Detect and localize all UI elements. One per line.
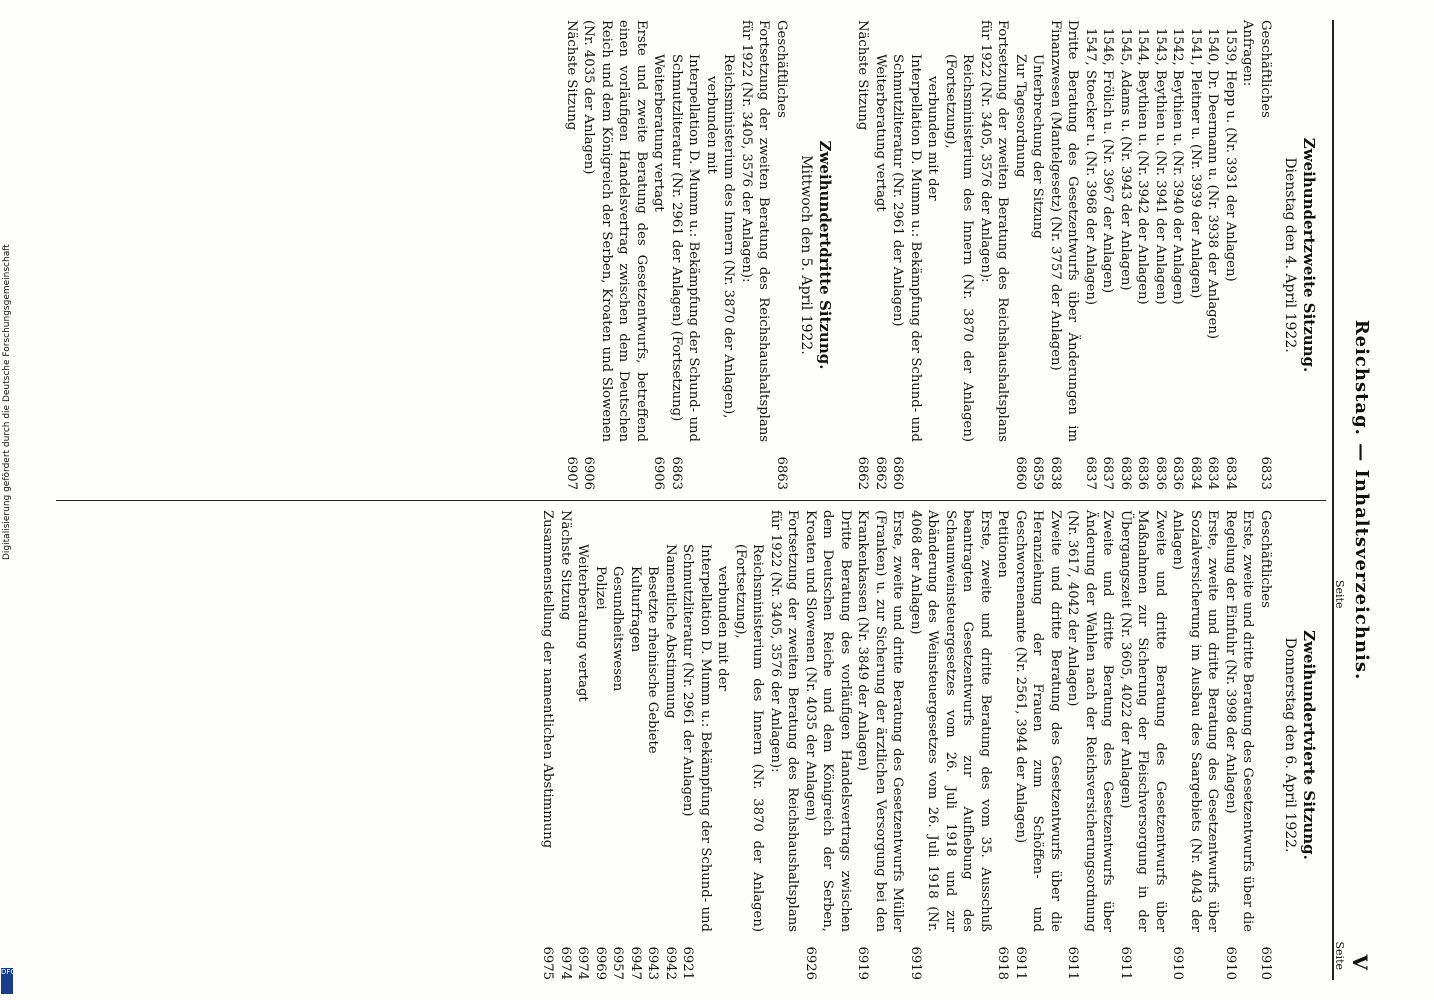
toc-entry-text: Nächste Sitzung bbox=[564, 20, 579, 131]
toc-entry bbox=[563, 20, 581, 490]
toc-entry bbox=[767, 510, 802, 980]
toc-entry-text: Zweite und dritte Beratung des Gesetzentwurfs über die Heranziehung der Frauen zum Schöffen- und Geschworenenamte (Nr. 2561, 3944 der Anlagen) bbox=[1013, 510, 1063, 932]
page-number: V bbox=[1348, 954, 1372, 970]
toc-entry-text: Zweite und dritte Beratung des Gesetzentwurfs über Änderung der Wahlen nach der Reichsversicherungsordnung (Nr. 3617, 4042 der Anlagen) bbox=[1065, 510, 1116, 932]
toc-entry-text: Weiterberatung vertagt bbox=[651, 54, 667, 212]
toc-entry-text: Geschäftliches bbox=[1258, 20, 1273, 118]
session-title: Zweihundertzweite Sitzung. bbox=[1300, 137, 1318, 373]
toc-entry bbox=[679, 510, 714, 980]
toc-entry bbox=[1222, 20, 1240, 490]
toc-entry-text: 1546, Frölich u. (Nr. 3967 der Anlagen) bbox=[1100, 28, 1116, 294]
toc-entry-page: 6862 bbox=[855, 456, 871, 490]
toc-entry-page: 6974 bbox=[575, 946, 591, 980]
toc-entry bbox=[714, 510, 732, 980]
toc-entry-page: 6942 bbox=[663, 946, 678, 980]
toc-entry-page: 6910 bbox=[1258, 946, 1273, 980]
toc-entry bbox=[1204, 20, 1222, 490]
toc-entry bbox=[889, 20, 924, 490]
toc-entry-text: 1544, Beythien u. (Nr. 3942 der Anlagen) bbox=[1135, 28, 1151, 305]
toc-entry bbox=[1169, 20, 1187, 490]
toc-entry bbox=[627, 510, 645, 980]
toc-entry-text: Geschäftliches bbox=[1258, 510, 1273, 608]
toc-entry-text: Namentliche Abstimmung bbox=[663, 544, 678, 719]
toc-entry-page: 6943 bbox=[645, 946, 661, 980]
toc-entry bbox=[1064, 510, 1117, 980]
toc-entry bbox=[662, 510, 680, 980]
toc-entry-text: Zweite und dritte Beratung des Gesetzentwurfs über Maßnahmen zur Sicherung der Fleischversorgung in der Übergangszeit (Nr. 3605, 4022 der Anlagen) bbox=[1118, 510, 1168, 932]
toc-entry-text: Interpellation D. Mumm u.: Bekämpfung der Schund- und Schmutzliteratur (Nr. 2961 der Anlagen) (Fortsetzung) bbox=[669, 54, 702, 442]
page-header bbox=[1333, 20, 1376, 980]
header-title: Reichstag. — Inhaltsverzeichnis. bbox=[1351, 319, 1372, 681]
toc-entry bbox=[1187, 20, 1205, 490]
toc-entry bbox=[592, 510, 610, 980]
toc-entry-text: verbunden mit der bbox=[715, 566, 731, 691]
toc-entry-text: 1543, Beythien u. (Nr. 3941 der Anlagen) bbox=[1153, 28, 1168, 305]
column-separator bbox=[56, 500, 1326, 501]
toc-entry-text: Gesundheitswesen bbox=[610, 566, 626, 692]
toc-entry-page: 6907 bbox=[564, 456, 579, 490]
toc-entry bbox=[1012, 20, 1030, 490]
toc-entry-text: Reichsministerium des Innern (Nr. 3870 der Anlagen), bbox=[721, 54, 737, 419]
toc-entry-page: 6863 bbox=[669, 456, 684, 490]
toc-entry-page: 6837 bbox=[1083, 456, 1098, 490]
toc-entry-text: 1540, Dr. Deermann u. (Nr. 3938 der Anlagen) bbox=[1205, 28, 1221, 340]
toc-entry-page: 6860 bbox=[890, 456, 906, 490]
toc-entry-text: Fortsetzung der zweiten Beratung des Reichshaushaltsplans für 1922 (Nr. 3405, 3576 der Anlagen): bbox=[978, 20, 1011, 442]
toc-entry-text: 1542, Beythien u. (Nr. 3940 der Anlagen) bbox=[1170, 28, 1186, 305]
toc-entry bbox=[854, 510, 907, 980]
toc-entry-page: 6838 bbox=[1048, 456, 1063, 490]
toc-entry-page: 6974 bbox=[558, 946, 573, 980]
toc-entry-page: 6919 bbox=[855, 946, 871, 980]
toc-entry-text: Interpellation D. Mumm u.: Bekämpfung der Schund- und Schmutzliteratur (Nr. 2961 der Anlagen) bbox=[890, 54, 923, 442]
toc-entry-page: 6836 bbox=[1170, 456, 1186, 490]
toc-entry-text: Petitionen bbox=[995, 510, 1011, 578]
toc-entry-text: Erste, zweite und dritte Beratung des Gesetzentwurfs über die Regelung der Einfuhr (Nr. 3998 der Anlagen) bbox=[1223, 510, 1256, 932]
toc-entry-text: Unterbrechung der Sitzung bbox=[1030, 54, 1046, 239]
toc-entry bbox=[574, 510, 592, 980]
toc-entry-text: Dritte Beratung des vorläufigen Handelsvertrags zwischen dem Deutschen Reiche und dem Königreich der Serben, Kroaten und Slowenen (Nr. 4035 der Anlagen) bbox=[803, 510, 853, 932]
toc-entry-page: 6969 bbox=[593, 946, 608, 980]
toc-entry-page: 6947 bbox=[628, 946, 643, 980]
toc-entry bbox=[872, 20, 890, 490]
toc-entry-page: 6860 bbox=[1013, 456, 1028, 490]
session-title: Zweihundertvierte Sitzung. bbox=[1300, 630, 1318, 860]
toc-entry-page: 6911 bbox=[1065, 946, 1081, 980]
toc-entry-text: Kulturfragen bbox=[628, 566, 643, 653]
toc-entry bbox=[703, 20, 721, 490]
session-date: Mittwoch den 5. April 1922. bbox=[798, 155, 814, 355]
toc-entry bbox=[650, 20, 668, 490]
session-title: Zweihundertdritte Sitzung. bbox=[816, 140, 834, 370]
toc-entry-page: 6836 bbox=[1118, 456, 1133, 490]
toc-entry bbox=[802, 510, 855, 980]
toc-entry-page: 6910 bbox=[1223, 946, 1238, 980]
toc-entry-text: Zusammenstellung der namentlichen Abstimmung bbox=[540, 510, 556, 849]
toc-entry-page: 6975 bbox=[540, 946, 556, 980]
rotated-page-content bbox=[52, 20, 1382, 980]
toc-entry bbox=[1257, 20, 1275, 490]
toc-entry-text: Dritte Beratung des Gesetzentwurfs über Änderungen im Finanzwesen (Mantelgesetz) (Nr. 3757 der Anlagen) bbox=[1048, 20, 1081, 442]
toc-entry bbox=[1099, 20, 1117, 490]
toc-entry-page: 6911 bbox=[1118, 946, 1133, 980]
toc-entry-page: 6957 bbox=[610, 946, 626, 980]
toc-entry bbox=[1222, 510, 1257, 980]
toc-entry-page: 6910 bbox=[1170, 946, 1186, 980]
toc-entry-text: Nächste Sitzung bbox=[558, 510, 573, 621]
toc-entry bbox=[738, 20, 773, 490]
toc-entry-page: 6834 bbox=[1188, 456, 1203, 490]
toc-entry bbox=[1257, 510, 1275, 980]
toc-entry bbox=[907, 510, 995, 980]
digitization-note-text: Digitalisierung gefördert durch die Deutsche Forschungsgemeinschaft bbox=[2, 244, 12, 560]
toc-entry bbox=[1012, 510, 1065, 980]
seite-label-left: Seite bbox=[1333, 580, 1346, 609]
toc-entry bbox=[644, 510, 662, 980]
right-column bbox=[539, 510, 1326, 980]
toc-entry-page: 6859 bbox=[1030, 456, 1046, 490]
toc-entry-text: Besetzte rheinische Gebiete bbox=[645, 566, 661, 754]
toc-entry-text: Fortsetzung der zweiten Beratung des Reichshaushaltsplans für 1922 (Nr. 3405, 3576 der Anlagen): bbox=[768, 510, 801, 932]
toc-entry-text: 1545, Adams u. (Nr. 3943 der Anlagen) bbox=[1118, 28, 1133, 291]
toc-entry-page: 6833 bbox=[1258, 456, 1273, 490]
toc-entry-text: Zur Tagesordnung bbox=[1013, 54, 1028, 178]
toc-entry bbox=[1169, 510, 1222, 980]
header-rule bbox=[1332, 20, 1334, 980]
toc-entry-text: 1541, Pleitner u. (Nr. 3939 der Anlagen) bbox=[1188, 28, 1203, 299]
toc-entry bbox=[994, 510, 1012, 980]
toc-entry bbox=[539, 510, 557, 980]
toc-entry-text: Reichsministerium des Innern (Nr. 3870 der Anlagen) (Fortsetzung), bbox=[943, 54, 976, 442]
toc-entry-page: 6918 bbox=[995, 946, 1011, 980]
toc-entry-page: 6836 bbox=[1153, 456, 1168, 490]
toc-entry bbox=[609, 510, 627, 980]
toc-entry-text: Geschäftliches bbox=[774, 20, 789, 118]
digitization-note bbox=[0, 0, 14, 1000]
toc-entry-page: 6863 bbox=[774, 456, 789, 490]
toc-entry bbox=[732, 510, 767, 980]
toc-entry-text: 1547, Stoecker u. (Nr. 3968 der Anlagen) bbox=[1083, 28, 1098, 305]
toc-entry-page: 6911 bbox=[1013, 946, 1028, 980]
toc-entry bbox=[1047, 20, 1082, 490]
toc-entry bbox=[942, 20, 977, 490]
toc-entry-page: 6836 bbox=[1135, 456, 1151, 490]
toc-entry bbox=[1239, 20, 1257, 490]
toc-entry-text: Polizei bbox=[593, 566, 608, 610]
left-column bbox=[563, 20, 1327, 490]
toc-entry-page: 6834 bbox=[1205, 456, 1221, 490]
toc-entry-text: Fortsetzung der zweiten Beratung des Reichshaushaltsplans für 1922 (Nr. 3405, 3576 der Anlagen): bbox=[739, 20, 772, 442]
toc-entry-text: verbunden mit bbox=[704, 76, 719, 174]
seite-label-right: Seite bbox=[1333, 941, 1346, 970]
toc-entry bbox=[580, 20, 650, 490]
toc-entry-text: Reichsministerium des Innern (Nr. 3870 der Anlagen) (Fortsetzung), bbox=[733, 544, 766, 932]
toc-entry-text: Erste und zweite Beratung des Gesetzentwurfs, betreffend einen vorläufigen Handelsvertrag zwischen dem Deutschen Reich und dem Königreich der Serben, Kroaten und Slowenen (Nr. 4035 der Anlagen) bbox=[581, 20, 649, 442]
toc-entry bbox=[1117, 510, 1170, 980]
toc-entry-text: Weiterberatung vertagt bbox=[873, 54, 888, 212]
toc-entry bbox=[1082, 20, 1100, 490]
toc-entry bbox=[773, 20, 791, 490]
toc-entry bbox=[557, 510, 575, 980]
toc-entry bbox=[720, 20, 738, 490]
toc-entry bbox=[1134, 20, 1152, 490]
dfg-logo bbox=[1, 968, 16, 994]
toc-entry-text: Interpellation D. Mumm u.: Bekämpfung der Schund- und Schmutzliteratur (Nr. 2961 der Anlagen) bbox=[680, 544, 713, 932]
toc-entry-text: verbunden mit der bbox=[925, 76, 941, 201]
toc-entry-page: 6862 bbox=[873, 456, 888, 490]
toc-entry bbox=[1152, 20, 1170, 490]
toc-entry bbox=[854, 20, 872, 490]
toc-entry-page: 6906 bbox=[581, 456, 597, 490]
session-date: Donnerstag den 6. April 1922. bbox=[1282, 637, 1298, 853]
toc-entry-text: Weiterberatung vertagt bbox=[575, 544, 591, 702]
toc-entry bbox=[1117, 20, 1135, 490]
session-date: Dienstag den 4. April 1922. bbox=[1282, 157, 1298, 353]
toc-entry bbox=[977, 20, 1012, 490]
toc-entry bbox=[668, 20, 703, 490]
toc-entry-page: 6837 bbox=[1100, 456, 1116, 490]
dfg-logo-text: DFG bbox=[1, 968, 16, 976]
toc-entry bbox=[924, 20, 942, 490]
toc-entry-text: Nächste Sitzung bbox=[855, 20, 871, 131]
toc-entry-page: 6926 bbox=[803, 946, 818, 980]
toc-entry-page: 6906 bbox=[651, 456, 667, 490]
toc-entry-page: 6921 bbox=[680, 946, 696, 980]
toc-entry-text: Anfragen: bbox=[1240, 20, 1256, 87]
toc-entry-text: Erste, zweite und dritte Beratung des Gesetzentwurfs über Sozialversicherung im Ausbau des Saargebiets (Nr. 4043 der Anlagen) bbox=[1170, 510, 1221, 932]
toc-entry-text: Erste, zweite und dritte Beratung des Gesetzentwurfs Müller (Franken) u. zur Sicherung der ärztlichen Versorgung bei den Krankenkassen (Nr. 3849 der Anlagen) bbox=[855, 510, 906, 932]
toc-entry-text: 1539, Hepp u. (Nr. 3931 der Anlagen) bbox=[1223, 28, 1238, 282]
session-spacer bbox=[842, 20, 854, 490]
toc-entry-page: 6919 bbox=[908, 946, 923, 980]
toc-entry bbox=[1029, 20, 1047, 490]
toc-entry-text: Erste, zweite und dritte Beratung des vom 35. Ausschuß beantragten Gesetzentwurfs zur Aufhebung des Schaumweinsteuergesetzes vom 26. Juli 1918 und zur Abänderung des Weinsteuergesetzes vom 26. Juli 1918 (Nr. 4068 der Anlagen) bbox=[908, 510, 993, 932]
toc-entry-page: 6834 bbox=[1223, 456, 1238, 490]
